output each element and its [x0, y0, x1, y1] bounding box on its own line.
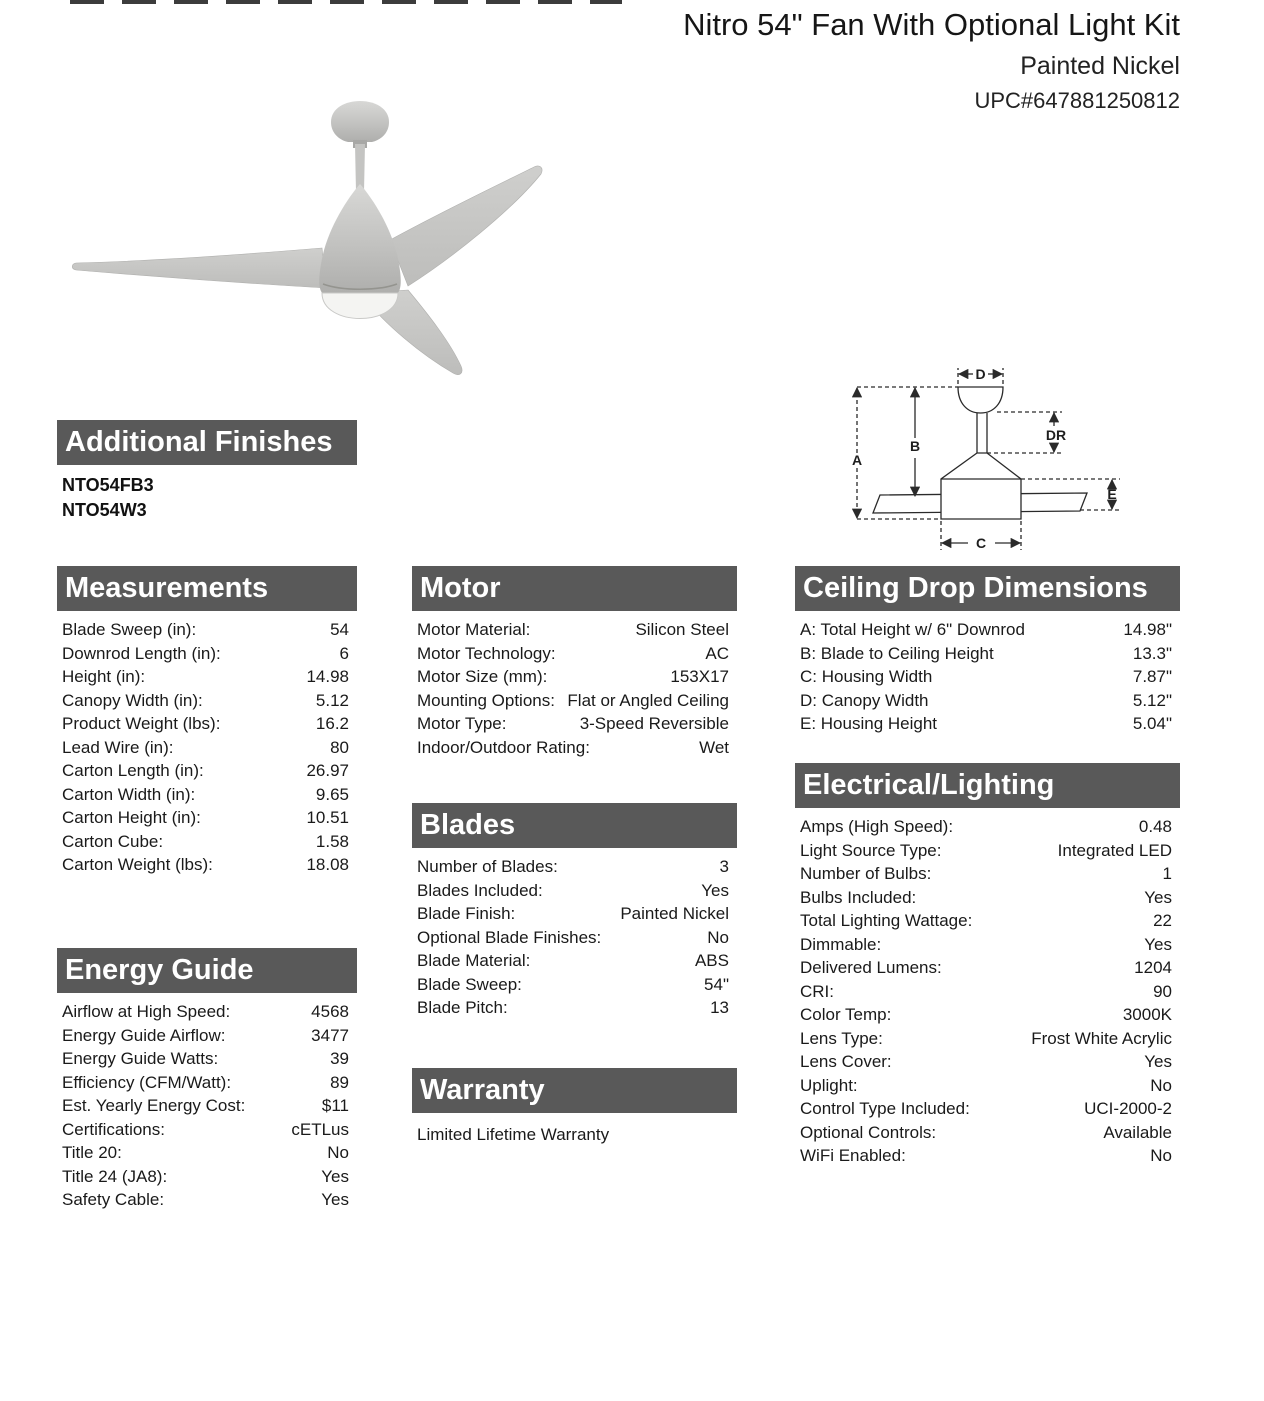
spec-value: cETLus	[291, 1119, 349, 1139]
spec-value: 3477	[311, 1025, 349, 1045]
measurements-table	[57, 618, 357, 877]
spec-label: Energy Guide Watts:	[62, 1049, 219, 1068]
spec-value: 39	[330, 1049, 349, 1068]
spec-value: Yes	[701, 880, 729, 900]
spec-label: Blade Pitch:	[417, 998, 508, 1017]
spec-label: Blade Material:	[417, 951, 531, 970]
spec-label: CRI:	[800, 981, 834, 1001]
spec-value: $11	[321, 1096, 349, 1115]
spec-value: 16.2	[315, 714, 349, 733]
section-header-ceiling-drop: Ceiling Drop Dimensions	[795, 566, 1180, 611]
section-header-energy-guide: Energy Guide	[57, 948, 357, 993]
spec-value: Integrated LED	[1057, 840, 1172, 860]
spec-value: Yes	[321, 1166, 349, 1186]
spec-row	[417, 642, 729, 666]
finish-list	[57, 473, 357, 523]
spec-label: Optional Blade Finishes:	[417, 927, 602, 947]
electrical-lighting-section	[795, 763, 1180, 1168]
spec-row	[800, 712, 1172, 736]
spec-label: Carton Length (in):	[62, 761, 204, 780]
spec-row	[800, 689, 1172, 713]
spec-label: Motor Technology:	[417, 643, 556, 663]
spec-value: UCI-2000-2	[1084, 1099, 1172, 1118]
spec-value: Wet	[699, 737, 729, 757]
spec-label: Dimmable:	[800, 934, 882, 954]
spec-label: Title 20:	[62, 1143, 122, 1162]
diagram-label-e: E	[1107, 486, 1117, 502]
spec-value: 90	[1153, 981, 1172, 1001]
spec-row	[800, 886, 1172, 910]
section-header-warranty: Warranty	[412, 1068, 737, 1113]
spec-label: WiFi Enabled:	[800, 1146, 906, 1165]
spec-label: Blades Included:	[417, 880, 543, 900]
spec-row	[800, 1027, 1172, 1051]
section-header-additional-finishes: Additional Finishes	[57, 420, 357, 465]
spec-label: Carton Cube:	[62, 831, 164, 851]
spec-label: Uplight:	[800, 1075, 858, 1095]
spec-row	[417, 926, 729, 950]
spec-row	[62, 1165, 349, 1189]
spec-row	[62, 665, 349, 689]
spec-value: 6	[339, 643, 349, 663]
spec-label: Certifications:	[62, 1119, 165, 1139]
spec-row	[417, 736, 729, 760]
diagram-label-a: A	[851, 452, 863, 468]
spec-value: 5.12	[315, 690, 349, 710]
spec-value: Yes	[1144, 1052, 1172, 1071]
spec-label: Airflow at High Speed:	[62, 1002, 231, 1021]
spec-row	[62, 689, 349, 713]
spec-row	[62, 618, 349, 642]
spec-value: AC	[705, 643, 729, 663]
spec-value: 14.98"	[1123, 620, 1172, 639]
spec-label: Carton Weight (lbs):	[62, 855, 213, 874]
warranty-section	[412, 1068, 737, 1145]
product-title: Nitro 54" Fan With Optional Light Kit	[683, 7, 1180, 42]
spec-row	[62, 759, 349, 783]
spec-row	[800, 642, 1172, 666]
spec-row	[62, 1024, 349, 1048]
spec-label: Blade Sweep (in):	[62, 620, 197, 639]
spec-row	[800, 933, 1172, 957]
spec-value: Available	[1103, 1122, 1172, 1142]
spec-value: 1	[1162, 864, 1172, 883]
spec-row	[800, 815, 1172, 839]
spec-label: Delivered Lumens:	[800, 958, 942, 977]
spec-row	[800, 1003, 1172, 1027]
spec-value: 5.12"	[1132, 690, 1172, 710]
spec-label: Downrod Length (in):	[62, 643, 221, 663]
spec-row	[417, 949, 729, 973]
diagram-label-d: D	[975, 366, 986, 382]
spec-value: 0.48	[1138, 817, 1172, 836]
spec-value: Yes	[1144, 934, 1172, 954]
spec-label: Title 24 (JA8):	[62, 1166, 168, 1186]
energy-guide-table	[57, 1000, 357, 1212]
spec-value: 89	[330, 1072, 349, 1092]
product-finish: Painted Nickel	[1020, 51, 1180, 80]
spec-label: Carton Width (in):	[62, 784, 196, 804]
cropped-header-text-remnant	[70, 0, 622, 4]
spec-value: 5.04"	[1132, 714, 1172, 733]
ceiling-drop-dimensions-section	[795, 566, 1180, 736]
spec-row	[417, 902, 729, 926]
spec-row	[62, 853, 349, 877]
spec-label: Color Temp:	[800, 1005, 892, 1024]
spec-row	[62, 642, 349, 666]
spec-value: 3	[719, 857, 729, 876]
spec-value: Frost White Acrylic	[1031, 1028, 1172, 1048]
finish-code: NTO54FB3	[62, 475, 154, 495]
spec-label: Lead Wire (in):	[62, 737, 174, 757]
motor-section	[412, 566, 737, 759]
spec-row	[417, 996, 729, 1020]
spec-label: Blade Finish:	[417, 904, 516, 923]
spec-row	[62, 806, 349, 830]
spec-label: A: Total Height w/ 6" Downrod	[800, 620, 1025, 639]
spec-row	[417, 665, 729, 689]
spec-value: 26.97	[306, 761, 349, 780]
spec-row	[417, 689, 729, 713]
spec-value: 80	[330, 737, 349, 757]
spec-label: Mounting Options:	[417, 690, 555, 710]
ceiling-fan-product-image	[60, 80, 790, 410]
spec-value: 1204	[1134, 958, 1172, 977]
spec-label: Number of Bulbs:	[800, 864, 932, 883]
spec-row	[62, 712, 349, 736]
spec-row	[800, 1144, 1172, 1168]
ceiling-drop-table	[795, 618, 1180, 736]
diagram-label-c: C	[975, 535, 987, 551]
spec-row	[800, 1050, 1172, 1074]
spec-label: Canopy Width (in):	[62, 690, 203, 710]
spec-value: 18.08	[306, 855, 349, 874]
spec-label: Lens Cover:	[800, 1052, 892, 1071]
spec-value: 22	[1153, 911, 1172, 930]
spec-value: 14.98	[306, 667, 349, 686]
spec-value: Yes	[1144, 887, 1172, 907]
spec-row	[800, 862, 1172, 886]
spec-value: No	[1150, 1075, 1172, 1095]
spec-row	[62, 1047, 349, 1071]
spec-row	[62, 1118, 349, 1142]
electrical-table	[795, 815, 1180, 1168]
spec-label: Energy Guide Airflow:	[62, 1025, 226, 1045]
spec-value: ABS	[694, 951, 729, 970]
spec-row	[417, 879, 729, 903]
spec-label: Height (in):	[62, 667, 146, 686]
spec-row	[800, 980, 1172, 1004]
spec-label: Indoor/Outdoor Rating:	[417, 737, 590, 757]
finish-code: NTO54W3	[62, 500, 147, 520]
spec-row	[800, 1097, 1172, 1121]
measurements-section	[57, 566, 357, 877]
spec-row	[417, 618, 729, 642]
spec-value: Painted Nickel	[620, 904, 729, 923]
spec-row	[62, 1141, 349, 1165]
spec-value: 7.87"	[1132, 667, 1172, 686]
spec-row	[62, 736, 349, 760]
warranty-text: Limited Lifetime Warranty	[417, 1125, 610, 1144]
section-header-motor: Motor	[412, 566, 737, 611]
spec-label: Product Weight (lbs):	[62, 714, 221, 733]
spec-row	[62, 1094, 349, 1118]
blades-section	[412, 803, 737, 1020]
spec-value: 10.51	[306, 808, 349, 827]
spec-label: Amps (High Speed):	[800, 817, 954, 836]
spec-label: Safety Cable:	[62, 1190, 165, 1209]
spec-label: B: Blade to Ceiling Height	[800, 643, 994, 663]
spec-value: 13	[710, 998, 729, 1017]
spec-value: No	[707, 927, 729, 947]
diagram-label-b: B	[909, 438, 921, 454]
spec-row	[800, 1074, 1172, 1098]
spec-label: Number of Blades:	[417, 857, 558, 876]
spec-value: 54	[330, 620, 349, 639]
spec-value: No	[1150, 1146, 1172, 1165]
section-header-measurements: Measurements	[57, 566, 357, 611]
motor-table	[412, 618, 737, 759]
spec-label: Efficiency (CFM/Watt):	[62, 1072, 232, 1092]
spec-value: 54"	[704, 974, 729, 994]
spec-value: 3-Speed Reversible	[579, 714, 729, 733]
spec-label: Motor Size (mm):	[417, 667, 548, 686]
spec-row	[62, 830, 349, 854]
product-upc: UPC#647881250812	[974, 88, 1180, 113]
spec-row	[800, 839, 1172, 863]
ceiling-drop-diagram	[830, 358, 1165, 580]
spec-value: Flat or Angled Ceiling	[567, 690, 729, 710]
spec-label: C: Housing Width	[800, 667, 933, 686]
spec-value: Silicon Steel	[635, 620, 729, 639]
spec-value: 4568	[311, 1002, 349, 1021]
additional-finishes-section	[57, 420, 357, 523]
spec-value: Yes	[321, 1190, 349, 1209]
spec-value: 153X17	[670, 667, 729, 686]
spec-row	[800, 618, 1172, 642]
spec-value: No	[327, 1143, 349, 1162]
spec-label: E: Housing Height	[800, 714, 938, 733]
spec-row	[62, 783, 349, 807]
spec-row	[800, 909, 1172, 933]
spec-value: 13.3"	[1132, 643, 1172, 663]
spec-row	[800, 956, 1172, 980]
spec-value: 9.65	[315, 784, 349, 804]
spec-row	[417, 712, 729, 736]
spec-label: Lens Type:	[800, 1028, 883, 1048]
spec-value: 1.58	[315, 831, 349, 851]
blades-table	[412, 855, 737, 1020]
spec-row	[62, 1000, 349, 1024]
spec-row	[62, 1071, 349, 1095]
spec-label: Motor Type:	[417, 714, 507, 733]
spec-label: Total Lighting Wattage:	[800, 911, 973, 930]
energy-guide-section	[57, 948, 357, 1212]
spec-label: Bulbs Included:	[800, 887, 917, 907]
spec-label: Carton Height (in):	[62, 808, 201, 827]
spec-label: Light Source Type:	[800, 840, 942, 860]
spec-value: 3000K	[1122, 1005, 1172, 1024]
section-header-electrical: Electrical/Lighting	[795, 763, 1180, 808]
spec-label: Blade Sweep:	[417, 974, 522, 994]
spec-label: D: Canopy Width	[800, 690, 929, 710]
spec-label: Control Type Included:	[800, 1099, 970, 1118]
diagram-label-dr: DR	[1045, 427, 1067, 443]
spec-label: Est. Yearly Energy Cost:	[62, 1096, 246, 1115]
section-header-blades: Blades	[412, 803, 737, 848]
spec-row	[417, 973, 729, 997]
spec-row	[417, 855, 729, 879]
spec-row	[62, 1188, 349, 1212]
spec-label: Motor Material:	[417, 620, 531, 639]
spec-label: Optional Controls:	[800, 1122, 937, 1142]
spec-row	[800, 1121, 1172, 1145]
spec-row	[800, 665, 1172, 689]
